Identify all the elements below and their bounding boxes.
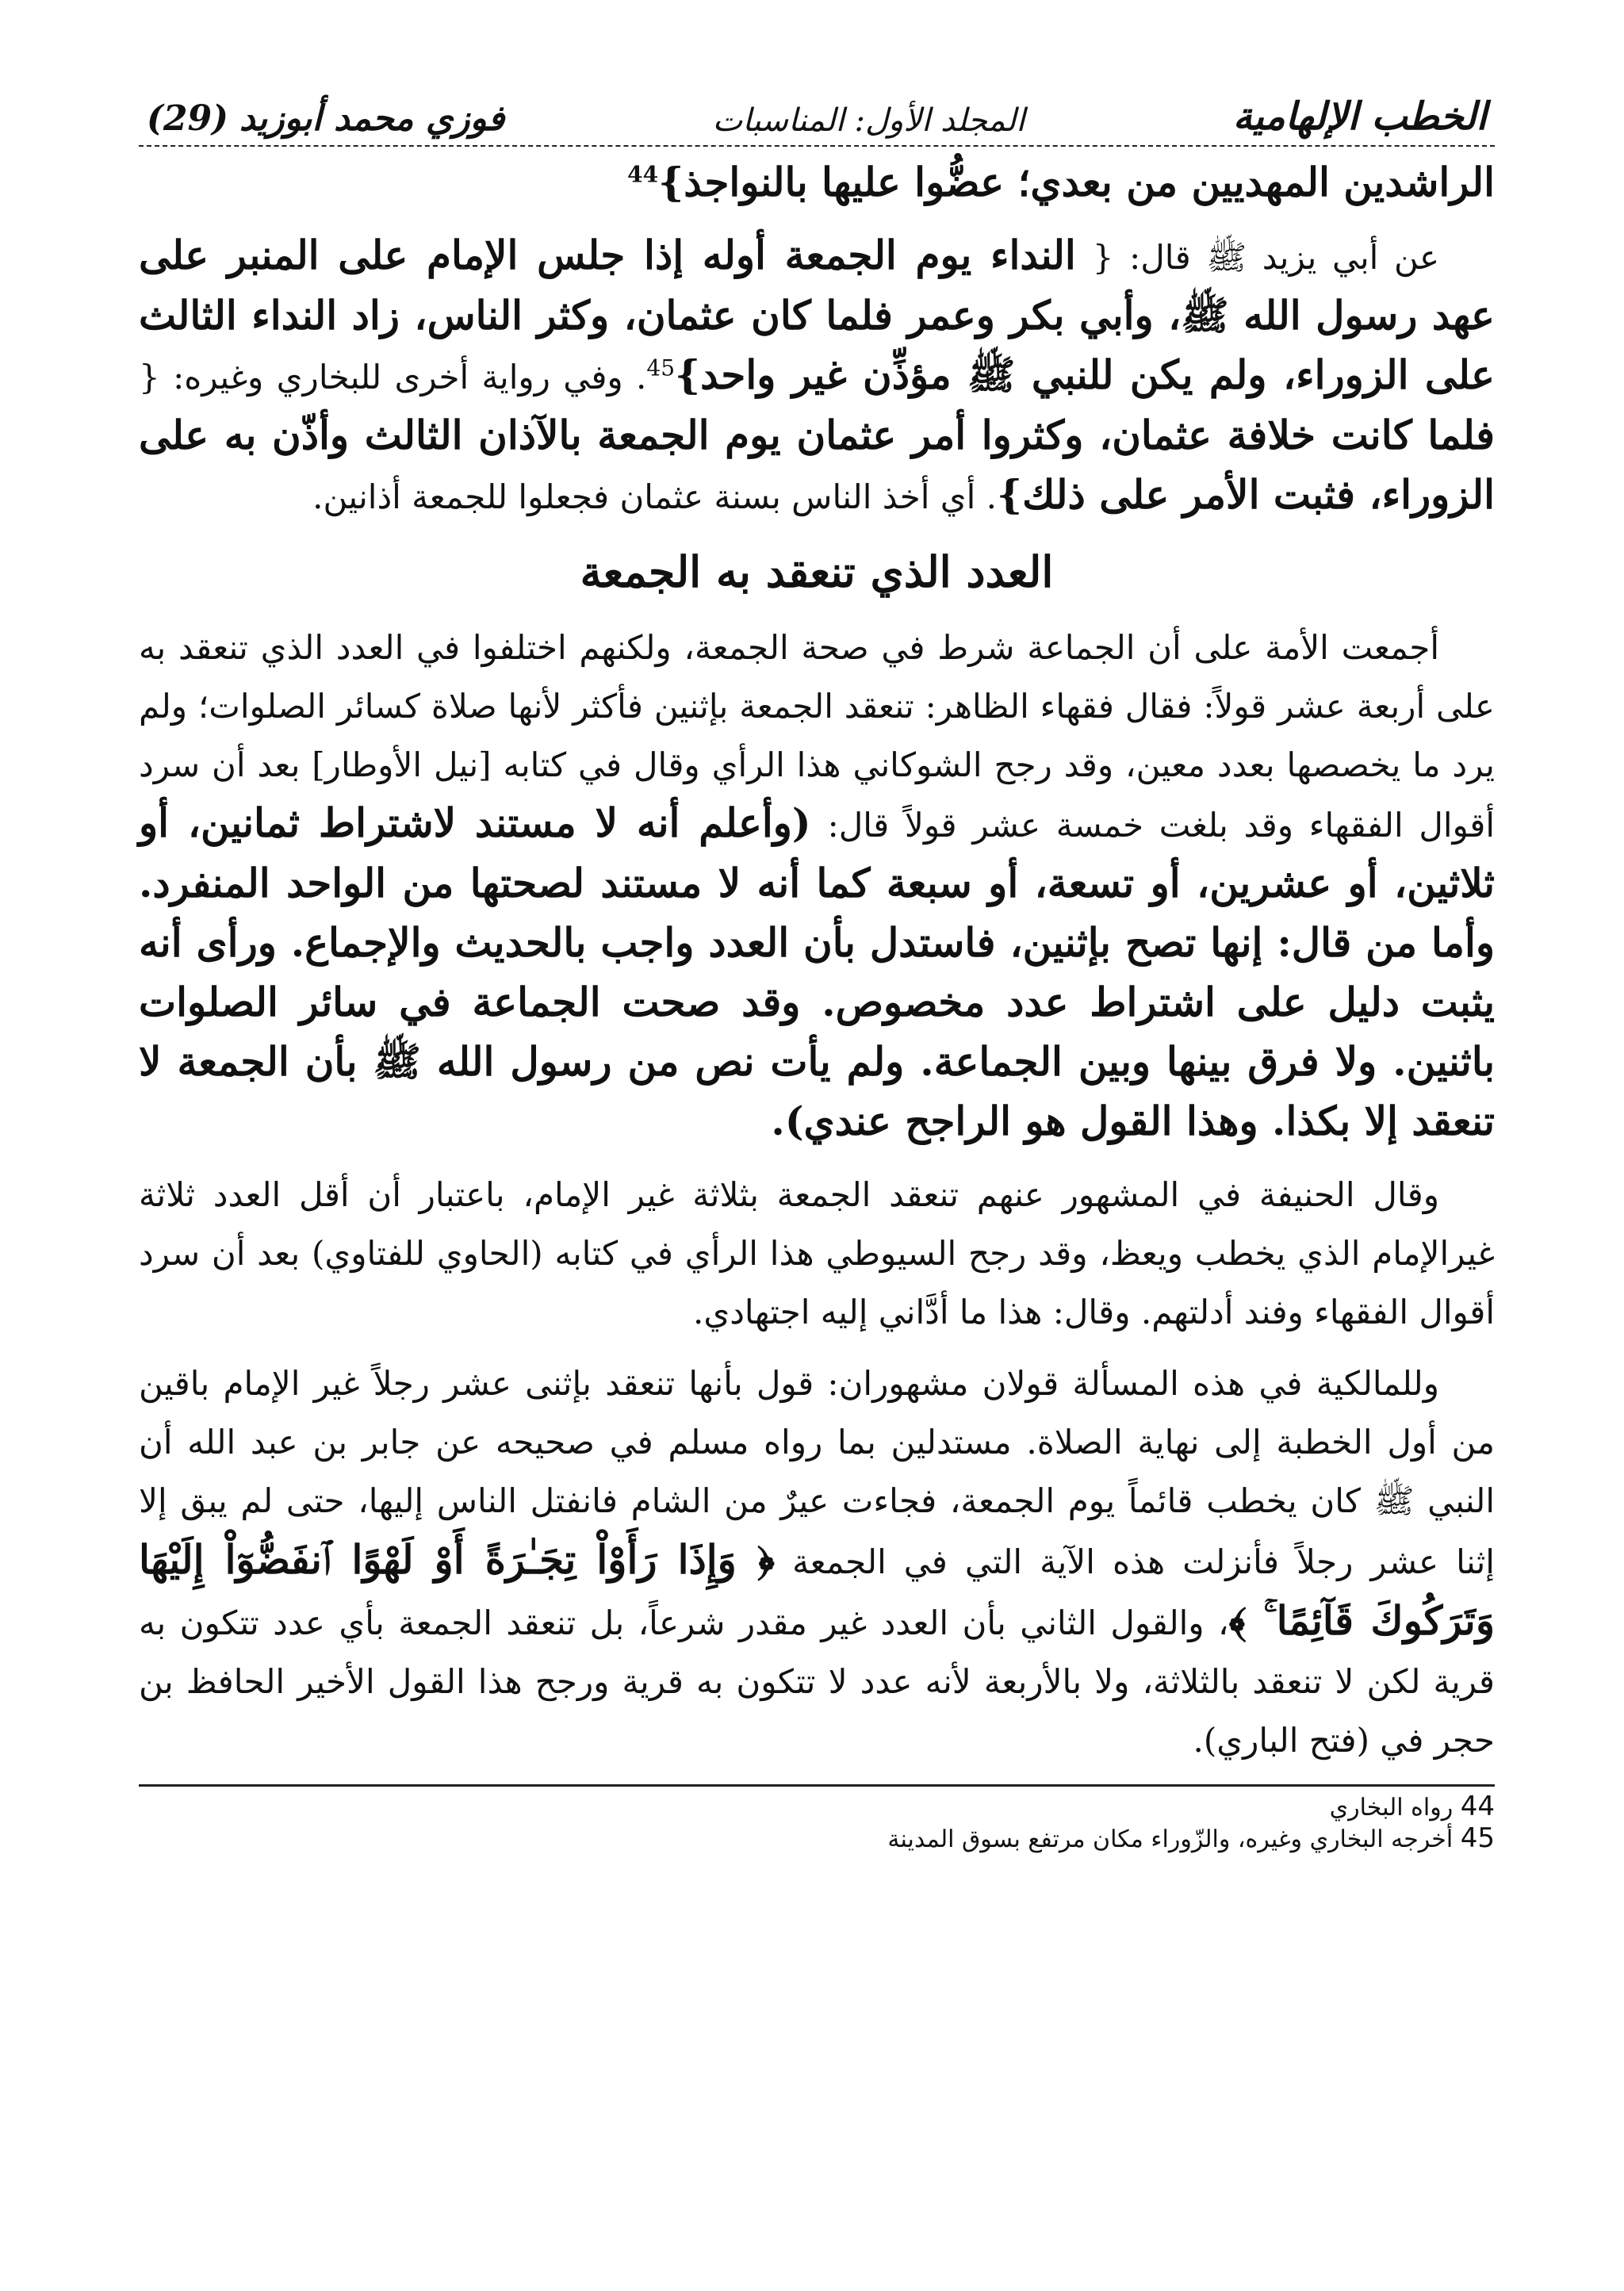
page-number: (29) bbox=[147, 98, 228, 139]
book-title: الخطب الإلهامية bbox=[1232, 94, 1487, 139]
document-page bbox=[139, 75, 1495, 2216]
author-name: فوزي محمد أبوزيد bbox=[239, 98, 505, 139]
opening-line: الراشدين المهديين من بعدي؛ عضُّوا عليها بالنواجذ}$^{44}$ bbox=[627, 159, 1495, 205]
author-and-page bbox=[147, 98, 504, 139]
paragraph-hanafi: وقال الحنيفة في المشهور عنهم تنعقد الجمعة بثلاثة غير الإمام، باعتبار أن أقل العدد ثلاثة غيرالإمام الذي يخطب ويعظ، وقد رجح السيوطي هذا الرأي في كتابه (الحاوي للفتاوي) بعد أن سرد أقوال الفقهاء وفند أدلتهم. وقال: هذا ما أدَّاني إليه اجتهادي. bbox=[139, 1175, 1495, 1331]
header-divider bbox=[139, 145, 1495, 147]
page-header bbox=[139, 75, 1495, 145]
paragraph-maliki: وللمالكية في هذه المسألة قولان مشهوران: قول بأنها تنعقد بإثنى عشر رجلاً غير الإمام باقين من أول الخطبة إلى نهاية الصلاة. مستدلين بما رواه مسلم في صحيحه عن جابر بن عبد الله أن النبي ﷺ كان يخطب قائماً يوم الجمعة، فجاءت عيرٌ من الشام فانفتل الناس إليها، حتى لم يبق إلا إثنا عشر رجلاً فأنزلت هذه الآية التي في الجمعة ﴿ وَإِذَا رَأَوْاْ تِجَـٰرَةً أَوْ لَهْوًا ٱنفَضُّوٓاْ إِلَيْهَا وَتَرَكُوكَ قَآئِمًا ۚ ﴾، والقول الثاني بأن العدد غير مقدر شرعاً، بل تنعقد الجمعة بأي عدد تتكون به قرية لكن لا تنعقد بالثلاثة، ولا بالأربعة لأنه عدد لا تتكون به قرية ورجح هذا القول الأخير الحافظ بن حجر في (فتح الباري). bbox=[139, 1364, 1495, 1760]
section-title: العدد الذي تنعقد به الجمعة bbox=[580, 546, 1054, 597]
footnote-44: 44 رواه البخاري bbox=[1329, 1791, 1495, 1822]
footnote-45: 45 أخرجه البخاري وغيره، والزّوراء مكان مرتفع بسوق المدينة bbox=[887, 1822, 1495, 1854]
footnote-divider bbox=[139, 1784, 1495, 1787]
volume-title: المجلد الأول: المناسبات bbox=[712, 102, 1025, 139]
paragraph-adhan: عن أبي يزيد ﷺ قال: { النداء يوم الجمعة أوله إذا جلس الإمام على المنبر على عهد رسول الله ﷺ، وأبي بكر وعمر فلما كان عثمان، وكثر الناس، زاد النداء الثالث على الزوراء، ولم يكن للنبي ﷺ مؤذِّن غير واحد}$^{45}$. وفي رواية أخرى للبخاري وغيره: { فلما كانت خلافة عثمان، وكثروا أمر عثمان يوم الجمعة بالآذان الثالث وأذّن به على الزوراء، فثبت الأمر على ذلك}. أي أخذ الناس بسنة عثمان فجعلوا للجمعة أذانين. bbox=[139, 232, 1495, 518]
quran-verse: ﴿ وَإِذَا رَأَوْاْ تِجَـٰرَةً أَوْ لَهْوًا ٱنفَضُّوٓاْ إِلَيْهَا وَتَرَكُوكَ قَآئِمًا ۚ ﴾ bbox=[139, 1536, 1495, 1644]
paragraph-consensus: أجمعت الأمة على أن الجماعة شرط في صحة الجمعة، ولكنهم اختلفوا في العدد الذي تنعقد به على أربعة عشر قولاً: فقال فقهاء الظاهر: تنعقد الجمعة بإثنين فأكثر لأنها صلاة كسائر الصلوات؛ ولم يرد ما يخصصها بعدد معين، وقد رجح الشوكاني هذا الرأي وقال في كتابه [نيل الأوطار] بعد أن سرد أقوال الفقهاء وقد بلغت خمسة عشر قولاً قال: (وأعلم أنه لا مستند لاشتراط ثمانين، أو ثلاثين، أو عشرين، أو تسعة، أو سبعة كما أنه لا مستند لصحتها من الواحد المنفرد. وأما من قال: إنها تصح بإثنين، فاستدل بأن العدد واجب بالحديث والإجماع. ورأى أنه يثبت دليل على اشتراط عدد مخصوص. وقد صحت الجماعة في سائر الصلوات باثنين. ولا فرق بينها وبين الجماعة. ولم يأت نص من رسول الله ﷺ بأن الجمعة لا تنعقد إلا بكذا. وهذا القول هو الراجح عندي). bbox=[139, 628, 1495, 1144]
footnote-ref-44: 44 bbox=[627, 161, 659, 188]
footnote-ref-45: 45 bbox=[646, 354, 676, 381]
